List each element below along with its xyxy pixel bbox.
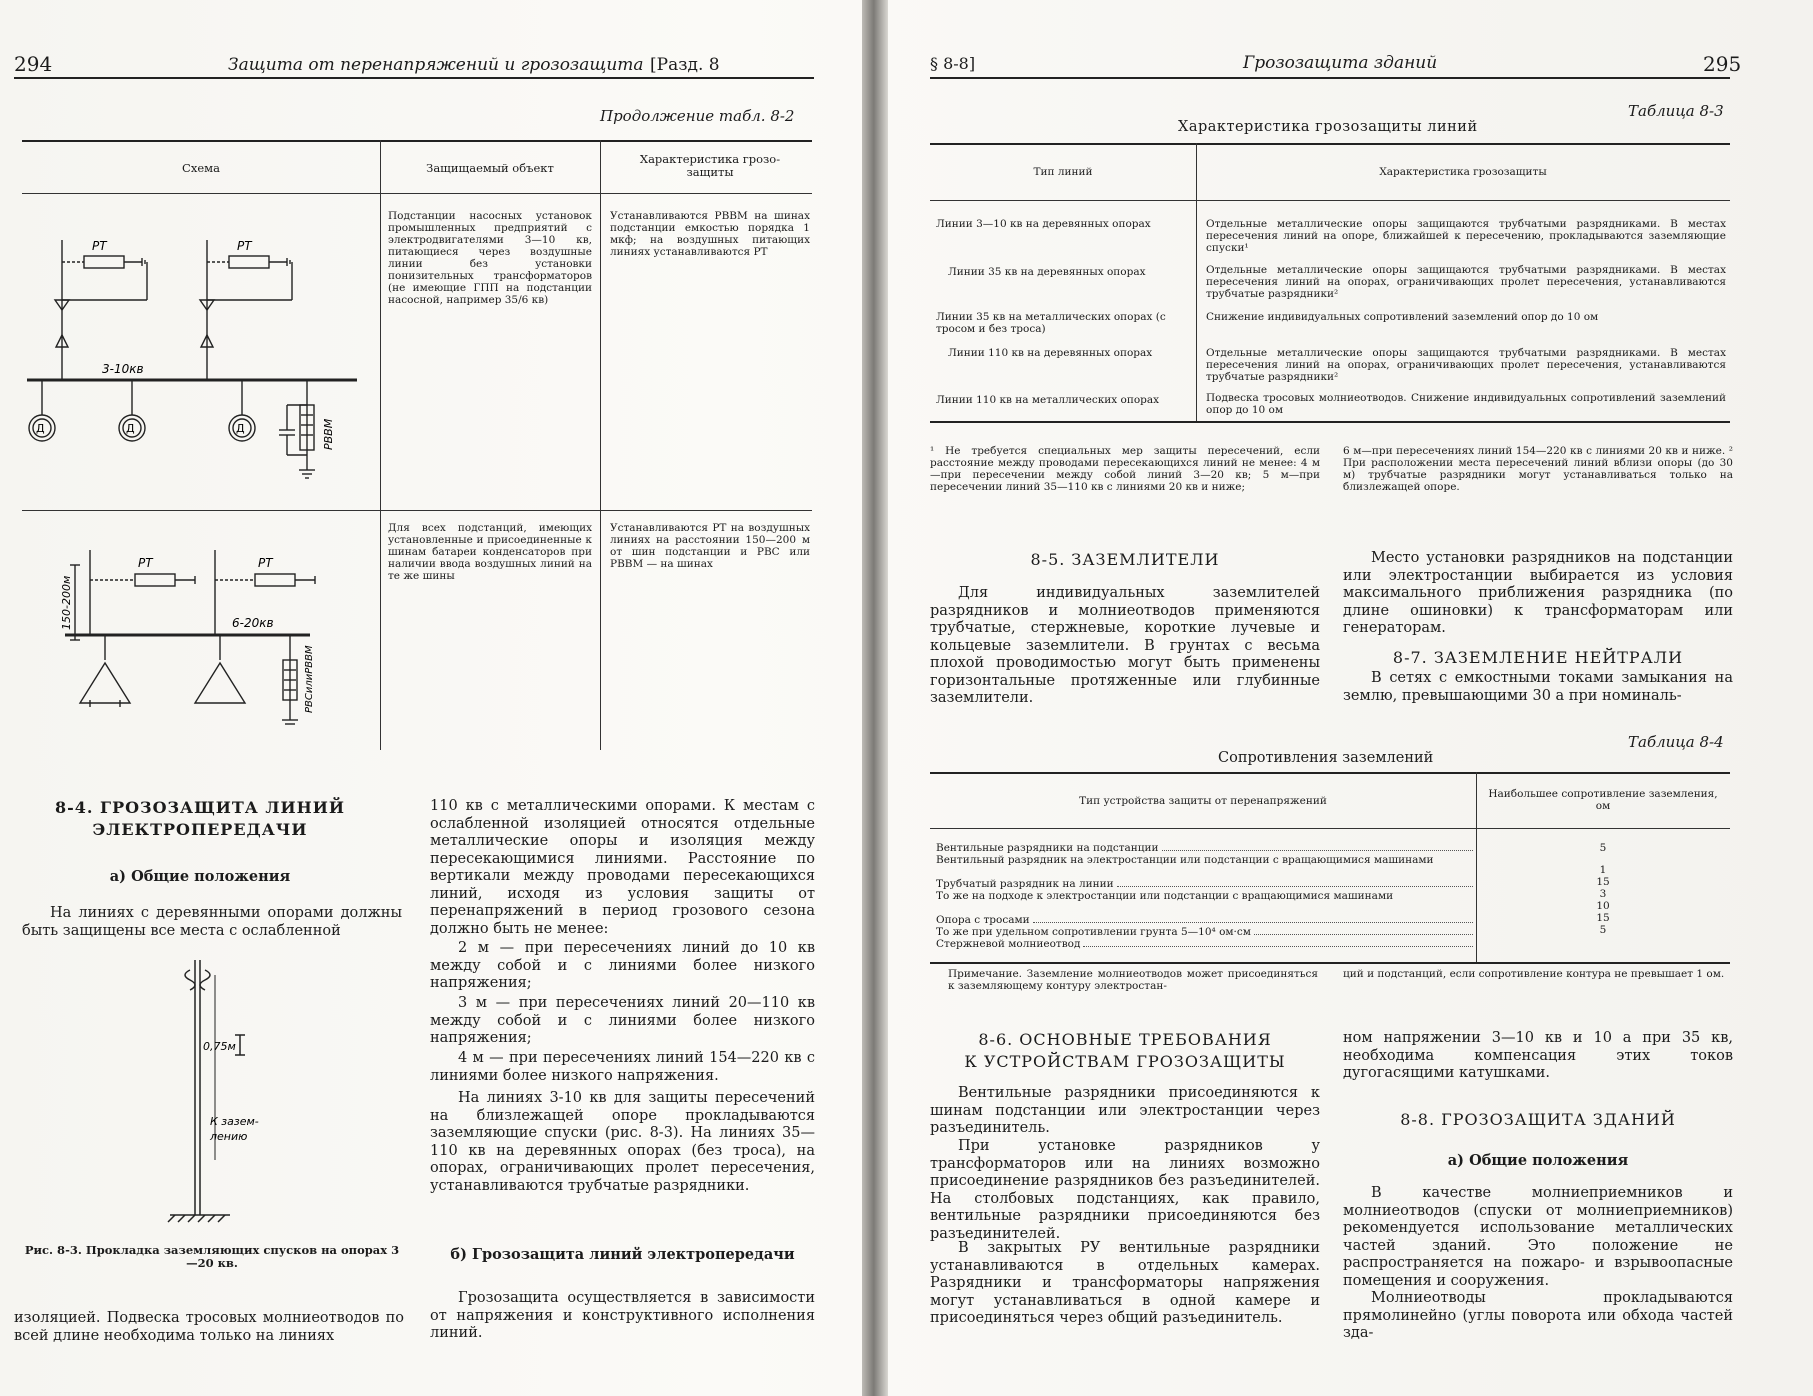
table-top-rule — [22, 140, 812, 142]
t83-th-char: Характеристика грозозащиты — [1379, 166, 1547, 178]
col2-para3: Грозозащита осуществляется в зависимости от напряжения и конструктивного исполнения линий. — [430, 1290, 815, 1341]
t84-value-5: 10 — [1596, 900, 1610, 912]
t84-value-4: 3 — [1599, 888, 1607, 900]
figure-dimension-label: 0,75м — [203, 1040, 236, 1053]
left-page — [0, 0, 862, 1396]
t84-rows — [936, 842, 1476, 950]
t83-row1-type: Линии 3—10 кв на деревянных опорах — [936, 218, 1151, 230]
section-8-5-text: Для индивидуальных заземлителей разрядников и молниеотводов применяются трубчатые, стержневые, короткие лучевые и кольцевые заземлители. В грунтах с весьма плохой проводимостью могут быть применены горизонтальные протяженные или глубинные заземлители. — [930, 585, 1320, 706]
motor-label-3: Д — [236, 422, 245, 435]
pole-figure — [140, 950, 290, 1230]
diagram1-bus-label: 3-10кв — [102, 362, 144, 376]
table-vline-1 — [380, 140, 381, 750]
t83-row5-char: Подвеска тросовых молниеотводов. Снижение индивидуальных сопротивлений заземлений опор до 10 ом — [1206, 392, 1726, 416]
t84-th-value: Наибольшее сопротивление заземления, ом — [1488, 788, 1718, 812]
col2-para2: На линиях 3-10 кв для защиты пересечений на близлежащей опоре прокладываются заземляющие спуски (рис. 8-3). На линиях 35—110 кв на деревянных опорах (без троса), на опорах, ограничивающих пролет пересечения, устанавливаются трубчатые разрядники. — [430, 1090, 815, 1194]
t83-row5-type: Линии 110 кв на металлических опорах — [936, 394, 1160, 406]
t84-row-1 — [936, 842, 1476, 854]
running-title-right: Грозозащита зданий — [1243, 53, 1438, 73]
section-8-5-title: 8-5. ЗАЗЕМЛИТЕЛИ — [1030, 550, 1220, 569]
t83-row4-char: Отдельные металлические опоры защищаются трубчатыми разрядниками. В местах пересечения линий на опорах, ограничивающих пролет пересечения, устанавливаются трубчатые разрядники² — [1206, 347, 1726, 383]
t84-value-7: 5 — [1599, 924, 1607, 936]
col2-list-2: 3 м — при пересечениях линий 20—110 кв между собой и с линиями более низкого напряжения; — [430, 995, 815, 1046]
t84-vline — [1476, 772, 1477, 962]
t84-top-rule — [930, 772, 1730, 774]
row1-protection: Устанавливаются РВВМ на шинах подстанции емкостью порядка 1 мкф; на воздушных питающих линиях устанавливаются РТ — [610, 210, 810, 258]
t84-row8-name: Стержневой молниеотвод — [936, 938, 1081, 950]
col2-list-3: 4 м — при пересечениях линий 154—220 кв с линиями более низкого напряжения. — [430, 1050, 815, 1084]
t83-row2-char: Отдельные металлические опоры защищаются трубчатыми разрядниками. В местах пересечения линий на опорах, ограничивающих пролет пересечения, устанавливаются трубчатые разрядники² — [1206, 264, 1726, 300]
t83-row2-type: Линии 35 кв на деревянных опорах — [948, 266, 1146, 278]
t84-row2-name: Вентильный разрядник на электростанции или подстанции с вращающимися машинами — [936, 854, 1434, 866]
t83-vline — [1196, 143, 1197, 421]
table-8-3-title: Характеристика грозозащиты линий — [1178, 119, 1478, 135]
t83-row3-char: Снижение индивидуальных сопротивлений заземлений опор до 10 ом — [1206, 311, 1599, 323]
t84-values — [1588, 842, 1618, 936]
row1-object: Подстанции насосных установок промышленных предприятий с электродвигателями 3—10 кв, питающиеся через воздушные линии без установки понизительных трансформаторов (не имеющие ГПП на подстанции насосной, например 35/6 кв) — [388, 210, 592, 306]
scheme-diagram-1 — [22, 230, 377, 480]
t84-row1-name: Вентильные разрядники на подстанции — [936, 842, 1159, 854]
table-vline-2 — [600, 140, 601, 750]
t84-th-type: Тип устройства защиты от перенапряжений — [1079, 795, 1327, 807]
t84-row-8 — [936, 938, 1476, 950]
figure-ground-label-2: лению — [210, 1130, 248, 1143]
section-8-6-title-2: К УСТРОЙСТВАМ ГРОЗОЗАЩИТЫ — [964, 1052, 1286, 1071]
t83-row3-type: Линии 35 кв на металлических опорах (с тросом и без троса) — [936, 311, 1166, 335]
t83-row1-char: Отдельные металлические опоры защищаются трубчатыми разрядниками. В местах пересечения линий на опоре, ближайшей к пересечению, прокладываются заземляющие спуски¹ — [1206, 218, 1726, 254]
section-8-8-title: 8-8. ГРОЗОЗАЩИТА ЗДАНИЙ — [1400, 1110, 1676, 1129]
t84-row4-name: То же на подходе к электростанции или подстанции с вращающимися машинами — [936, 890, 1394, 902]
motor-label-2: Д — [126, 422, 135, 435]
t84-row-2 — [936, 854, 1476, 878]
t84-value-2: 1 — [1599, 864, 1607, 876]
t83-bottom-rule — [930, 421, 1730, 423]
section-8-6-title-1: 8-6. ОСНОВНЫЕ ТРЕБОВАНИЯ — [978, 1030, 1272, 1049]
t84-value-3: 15 — [1596, 876, 1610, 888]
t84-row3-name: Трубчатый разрядник на линии — [936, 878, 1114, 890]
t84-row-4 — [936, 890, 1476, 914]
t84-value-1: 5 — [1599, 842, 1607, 854]
table-8-4-label: Таблица 8-4 — [1628, 733, 1724, 751]
motor-label-1: Д — [36, 422, 45, 435]
t84-bottom-rule — [930, 962, 1730, 964]
page-number-right: 295 — [1703, 52, 1742, 76]
figure-caption: Рис. 8-3. Прокладка заземляющих спусков на опорах 3—20 кв. — [24, 1243, 400, 1270]
t84-header-rule — [930, 828, 1730, 829]
diagram2-rt2-label: РТ — [258, 556, 273, 570]
col2-para1: 110 кв с металлическими опорами. К местам с ослабленной изоляцией относятся отдельные металлические опоры и изоляция между пересекающимися линиями. Расстояние по вертикали между проводами пересекающихся линий, исходя из условия защиты от перенапряжений в период грозового сезона должно быть не менее: — [430, 798, 815, 937]
para-bottom-left: изоляцией. Подвеска тросовых молниеотводов по всей длине необходима только на линиях — [14, 1310, 404, 1344]
diagram2-distance-label: 150-200м — [60, 575, 73, 630]
running-title-left: Защита от перенапряжений и грозозащита — [228, 55, 644, 75]
row2-protection: Устанавливаются РТ на воздушных линиях на расстоянии 150—200 м от шин подстанции и РВС или РВВМ — на шинах — [610, 522, 810, 570]
page-number-left: 294 — [14, 52, 53, 76]
t84-row6-name: Опора с тросами — [936, 914, 1030, 926]
col2-top-text: Место установки разрядников на подстанции или электростанции выбирается из условия максимального приближения разрядника (по длине ошиновки) к трансформаторам или генераторам. — [1343, 550, 1733, 636]
para-a: На линиях с деревянными опорами должны быть защищены все места с ослабленной — [22, 905, 402, 939]
table-header-rule — [22, 193, 812, 194]
table-8-4-title: Сопротивления заземлений — [1218, 750, 1434, 766]
diagram1-arrester-label: РВВМ — [322, 418, 335, 450]
section-8-6-p3: В закрытых РУ вентильные разрядники устанавливаются в отдельных камерах. Разрядники и трансформаторы напряжения могут устанавливаться в одной камере и присоединяться через общий разъединитель. — [930, 1240, 1320, 1326]
section-ref-left: [Разд. 8 — [650, 55, 720, 75]
section-ref-right: § 8-8] — [930, 54, 976, 73]
section-8-8-subheading: а) Общие положения — [1447, 1152, 1629, 1169]
t83-row4-type: Линии 110 кв на деревянных опорах — [948, 347, 1153, 359]
diagram1-rt2-label: РТ — [237, 239, 252, 253]
book-gutter — [862, 0, 888, 1396]
t83-top-rule — [930, 143, 1730, 145]
section-8-6-p1: Вентильные разрядники присоединяются к шинам подстанции или электростанции через разъединитель. — [930, 1085, 1320, 1136]
footnote-left: ¹ Не требуется специальных мер защиты пересечений, если расстояние между проводами пересекающихся линий не менее: 4 м—при пересечении между собой линий 3—20 кв; 5 м—при пересечении линий 35—110 кв с линиями 20 кв и ниже; — [930, 445, 1320, 493]
t84-note-right: ций и подстанций, если сопротивление контура не превышает 1 ом. — [1343, 968, 1725, 980]
section-8-4-title-1: 8-4. ГРОЗОЗАЩИТА ЛИНИЙ — [54, 798, 346, 817]
th-object: Защищаемый объект — [426, 161, 554, 175]
section-8-7-text: В сетях с емкостными токами замыкания на землю, превышающими 30 а при номиналь- — [1343, 670, 1733, 704]
diagram2-rt1-label: РТ — [138, 556, 153, 570]
col2-bottom-p1: ном напряжении 3—10 кв и 10 а при 35 кв, необходима компенсация этих токов дугогасящими катушками. — [1343, 1030, 1733, 1081]
section-8-6-p2: При установке разрядников у трансформаторов или на линиях возможно присоединение разрядников без разъединителей. На столбовых подстанциях, как правило, вентильные разрядники присоединяются без разъединителей. — [930, 1138, 1320, 1242]
t83-header-rule — [930, 200, 1730, 201]
diagram2-bus-label: 6-20кв — [232, 616, 274, 630]
section-8-8-p2: Молниеотводы прокладываются прямолинейно (углы поворота или обхода частей зда- — [1343, 1290, 1733, 1341]
section-8-7-title: 8-7. ЗАЗЕМЛЕНИЕ НЕЙТРАЛИ — [1392, 648, 1684, 667]
row2-object: Для всех подстанций, имеющих установленные и присоединенные к шинам батареи конденсаторов при наличии ввода воздушных линий на те же шины — [388, 522, 592, 582]
t83-th-type: Тип линий — [1033, 166, 1093, 178]
header-rule-left — [14, 77, 814, 79]
t84-row-3 — [936, 878, 1476, 890]
col2-list-1: 2 м — при пересечениях линий до 10 кв между собой и с линиями более низкого напряжения; — [430, 940, 815, 991]
right-page — [888, 0, 1813, 1396]
th-scheme: Схема — [182, 161, 220, 175]
t84-value-6: 15 — [1596, 912, 1610, 924]
section-8-4-title-2: ЭЛЕКТРОПЕРЕДАЧИ — [92, 820, 308, 839]
table-caption: Продолжение табл. 8-2 — [600, 107, 795, 125]
t84-row-6 — [936, 914, 1476, 926]
footnote-right: 6 м—при пересечениях линий 154—220 кв с линиями 20 кв и ниже. ² При расположении места пересечений линий вблизи опоры (до 30 м) трубчатые разрядники могут устанавливаться только на близлежащей опоре. — [1343, 445, 1733, 493]
diagram1-rt1-label: РТ — [92, 239, 107, 253]
subsection-a-heading: а) Общие положения — [109, 868, 291, 885]
t84-note-left: Примечание. Заземление молниеотводов может присоединяться к заземляющему контуру электростан- — [948, 968, 1318, 992]
header-rule-right — [930, 77, 1730, 79]
table-row-rule — [22, 510, 812, 511]
scheme-diagram-2 — [60, 545, 360, 730]
t84-row-7 — [936, 926, 1476, 938]
diagram2-arrester-label: РВСилиРВВМ — [304, 645, 315, 713]
figure-ground-label-1: К зазем- — [210, 1115, 259, 1128]
th-protection: Характеристика грозо- защиты — [639, 152, 781, 179]
section-8-8-p1: В качестве молниеприемников и молниеотводов (спуски от молниеприемников) рекомендуется использование металлических частей зданий. Это положение не распространяется на пожаро- и взрывоопасные помещения и сооружения. — [1343, 1185, 1733, 1289]
table-8-3-label: Таблица 8-3 — [1628, 102, 1724, 120]
subsection-b-heading: б) Грозозащита линий электропередачи — [450, 1246, 795, 1263]
t84-row7-name: То же при удельном сопротивлении грунта 5—10⁴ ом·см — [936, 926, 1251, 938]
